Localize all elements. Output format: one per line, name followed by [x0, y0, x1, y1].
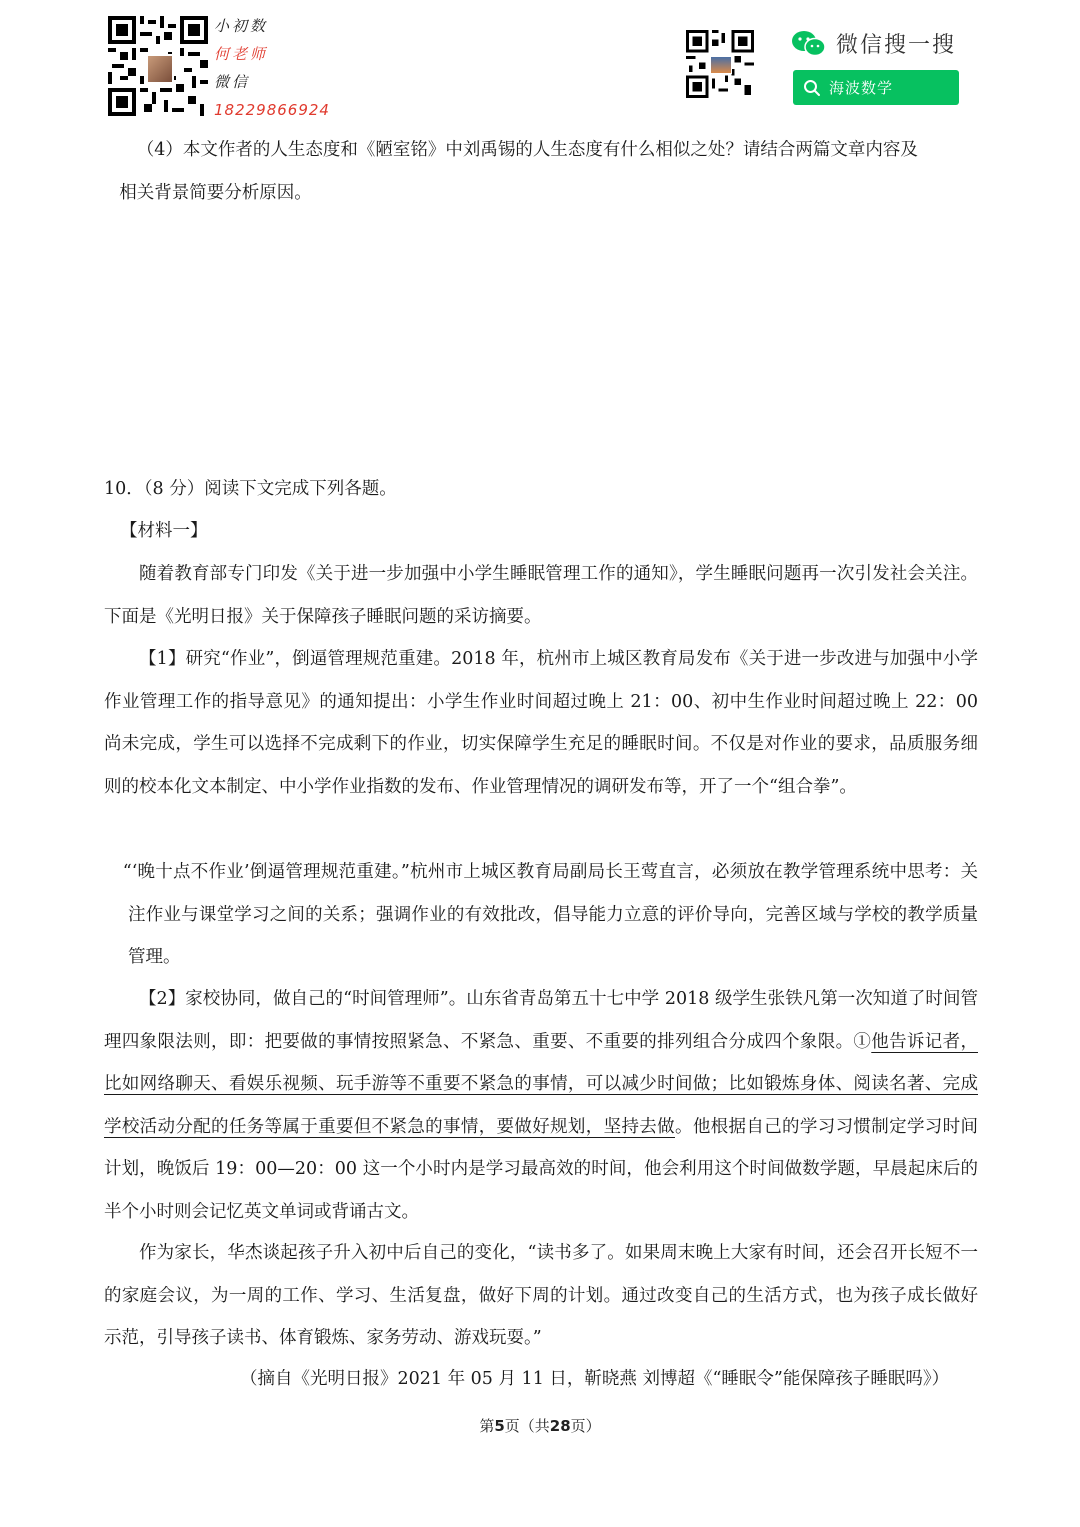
footer-middle: 页（共: [504, 1417, 550, 1435]
section-1-paragraph: 【1】研究“作业”，倒逼管理规范重建。2018 年，杭州市上城区教育局发布《关于进一步改进与加强中小学作业管理工作的指导意见》的通知提出：小学生作业时间超过晚上 21：00、初中生作业时间超过晚上 22：00 尚未完成，学生可以选择不完成剩下的作业，切实保障学生充足的睡眠时间。不仅是对作业的要求，品质服务细则的校本化文本制定、中小学作业指数的发布、作业管理情况的调研发布等，开了一个“组合拳”。: [104, 649, 978, 797]
qr-code-tutor: [108, 16, 208, 116]
page-footer: [0, 1415, 1080, 1436]
page-number: 5: [494, 1417, 505, 1435]
wechat-search-button[interactable]: [793, 70, 959, 105]
tutor-phone: 18229866924: [214, 101, 330, 119]
section-2-paragraph: [104, 978, 978, 1233]
tutor-wechat-label: 微信: [214, 73, 251, 91]
question-4: [119, 129, 978, 214]
footer-prefix: 第: [479, 1417, 495, 1435]
quote-paragraph: “‘晚十点不作业’倒逼管理规范重建。”杭州市上城区教育局副局长王莺直言，必须放在教学管理系统中思考：关注作业与课堂学习之间的关系；强调作业的有效批改，倡导能力立意的评价导向，完善区域与学校的教学质量管理。: [122, 862, 978, 967]
total-pages: 28: [549, 1417, 571, 1435]
footer-suffix: 页）: [570, 1417, 601, 1435]
qr-code-wechat: [686, 30, 754, 98]
tutor-photo: [146, 54, 174, 84]
section-2-text-after: 。他根据自己的学习习惯制定学习时间计划，晚饭后 19：00—20：00 这一个小时内是学习最高效的时间，他会利用这个时间做数学题，早晨起床后的半个小时则会记忆英文单词或背诵古文。: [104, 1116, 978, 1222]
underlined-sentence-1: 他告诉记者，比如网络聊天、看娱乐视频、玩手游等不重要不紧急的事情，可以减少时间做；比如锻炼身体、阅读名著、完成学校活动分配的任务等属于重要但不紧急的事情，要做好规划，坚持去做: [104, 1031, 978, 1137]
tutor-name: 何老师: [214, 45, 269, 63]
search-icon: [803, 79, 821, 97]
parent-paragraph: 作为家长，华杰谈起孩子升入初中后自己的变化，“读书多了。如果周末晚上大家有时间，还会召开长短不一的家庭会议，为一周的工作、学习、生活复盘，做好下周的计划。通过改变自己的生活方式，也为孩子成长做好示范，引导孩子读书、体育锻炼、家务劳动、游戏玩耍。”: [104, 1243, 978, 1348]
question-10-heading: 10．（8 分）阅读下文完成下列各题。: [104, 479, 397, 499]
section-2-text-before: 【2】家校协同，做自己的“时间管理师”。山东省青岛第五十七中学 2018 级学生张铁凡第一次知道了时间管理四象限法则，即：把要做的事情按照紧急、不紧急、重要、不重要的排列组合分成四个象限。①: [104, 989, 978, 1052]
source-citation: （摘自《光明日报》2021 年 05 月 11 日，靳晓燕 刘博超《“睡眠令”能保障孩子睡眠吗》）: [240, 1369, 950, 1389]
tutor-subject: 小初数: [214, 17, 269, 35]
qr-center-image: [710, 56, 732, 74]
tutor-contact: [214, 12, 330, 124]
material-intro-paragraph: 随着教育部专门印发《关于进一步加强中小学生睡眠管理工作的通知》，学生睡眠问题再一次引发社会关注。下面是《光明日报》关于保障孩子睡眠问题的采访摘要。: [104, 564, 978, 627]
question-4-line1: （4）本文作者的人生态度和《陋室铭》中刘禹锡的人生态度有什么相似之处？请结合两篇文章内容及: [136, 140, 918, 160]
material-1-label: 【材料一】: [120, 521, 208, 541]
wechat-search-label: 微信搜一搜: [836, 33, 957, 58]
search-button-label: 海波数学: [829, 79, 894, 97]
question-4-line2: 相关背景简要分析原因。: [119, 182, 312, 203]
wechat-icon: [791, 30, 827, 58]
